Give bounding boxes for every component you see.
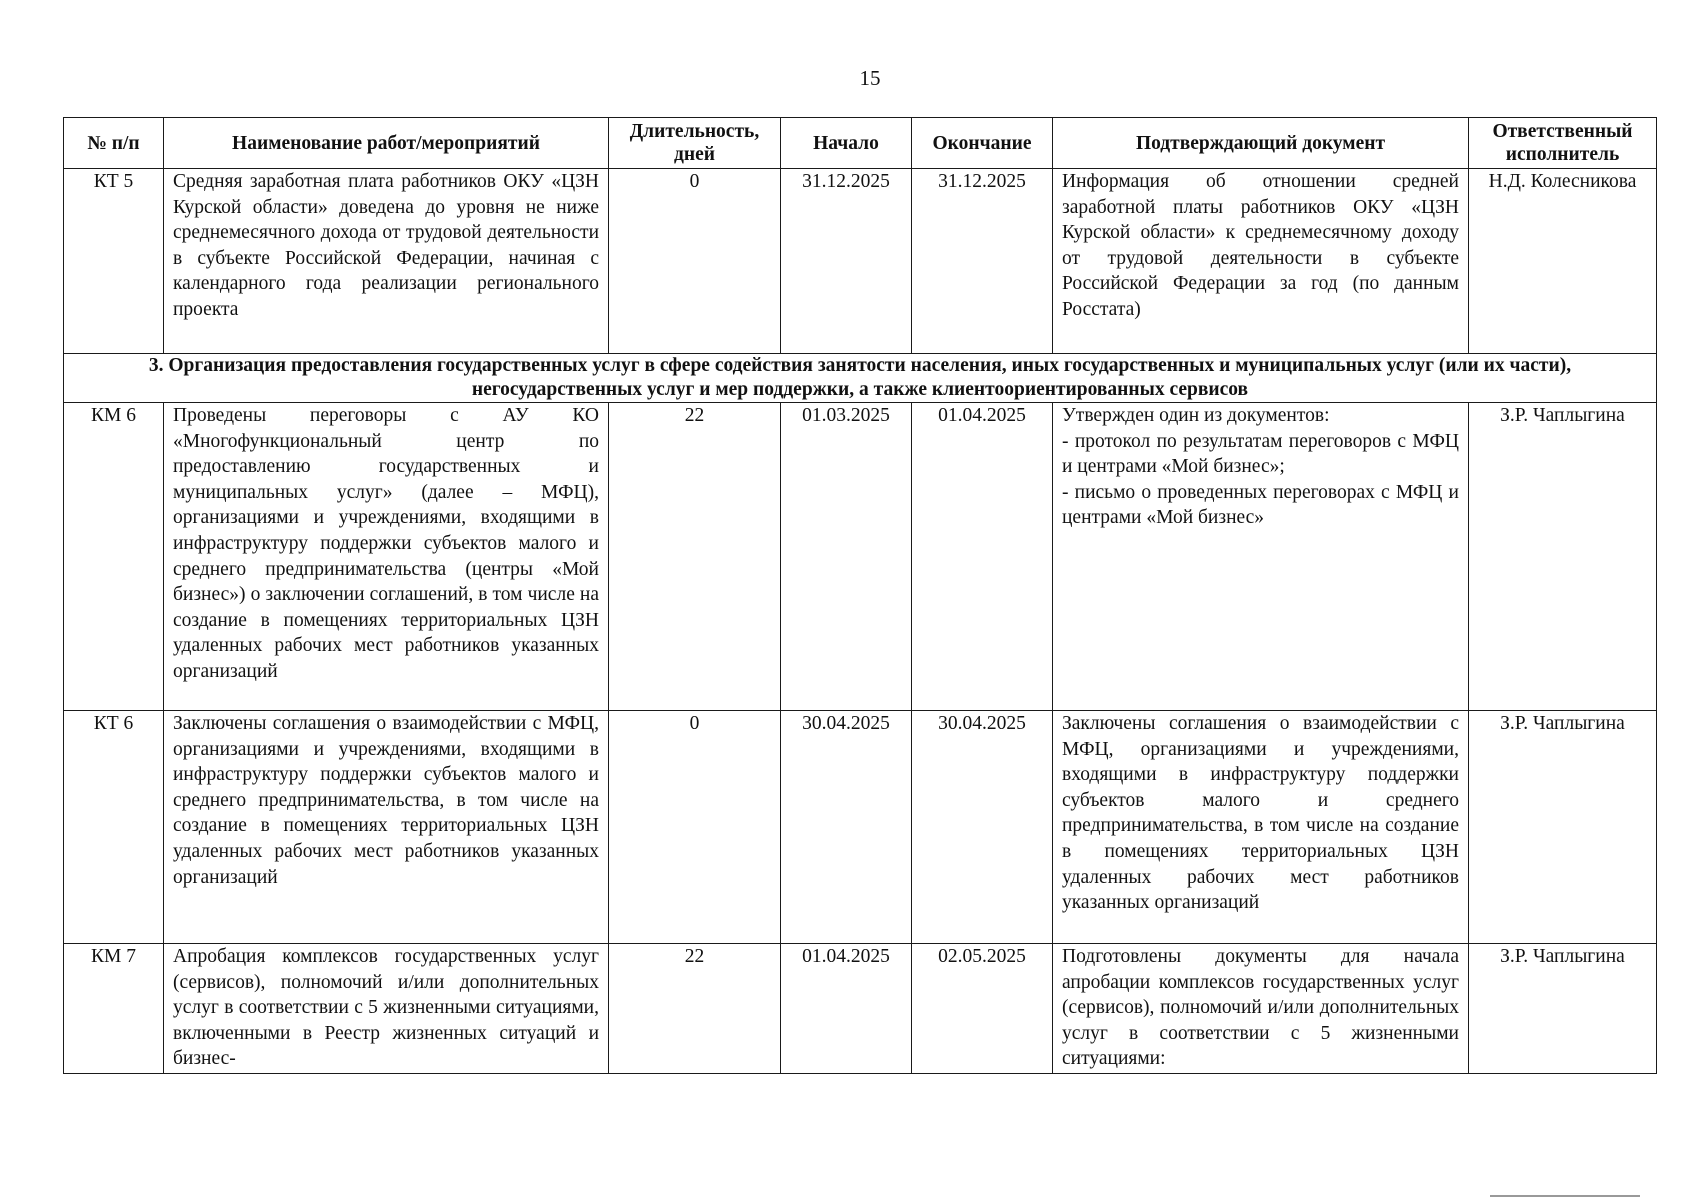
header-start: Начало xyxy=(781,118,912,169)
header-doc: Подтверждающий документ xyxy=(1053,118,1469,169)
header-num: № п/п xyxy=(64,118,164,169)
row-doc: Информация об отношении средней заработной платы работников ОКУ «ЦЗН Курской области» к среднемесячному доходу от трудовой деятельности в субъекте Российской Федерации за год (по данным Росстата) xyxy=(1053,169,1469,354)
row-num: КТ 5 xyxy=(64,169,164,354)
row-num: КМ 6 xyxy=(64,403,164,711)
row-resp: З.Р. Чаплыгина xyxy=(1469,403,1657,711)
row-start: 31.12.2025 xyxy=(781,169,912,354)
row-end: 31.12.2025 xyxy=(912,169,1053,354)
plan-table xyxy=(63,117,1657,1074)
row-num: КМ 7 xyxy=(64,944,164,1074)
row-start: 01.03.2025 xyxy=(781,403,912,711)
header-duration: Длительность, дней xyxy=(609,118,781,169)
table-row xyxy=(64,403,1657,711)
doc-line: - письмо о проведенных переговорах с МФЦ и центрами «Мой бизнес» xyxy=(1062,481,1459,529)
table-row xyxy=(64,169,1657,354)
row-start: 30.04.2025 xyxy=(781,711,912,944)
row-duration: 22 xyxy=(609,403,781,711)
header-resp: Ответственный исполнитель xyxy=(1469,118,1657,169)
row-resp: З.Р. Чаплыгина xyxy=(1469,711,1657,944)
section-row xyxy=(64,354,1657,403)
scan-edge-mark xyxy=(1490,1195,1640,1197)
row-doc xyxy=(1053,403,1469,711)
table-row xyxy=(64,711,1657,944)
row-num: КТ 6 xyxy=(64,711,164,944)
row-start: 01.04.2025 xyxy=(781,944,912,1074)
row-duration: 0 xyxy=(609,169,781,354)
doc-line: Утвержден один из документов: xyxy=(1062,405,1330,426)
doc-line: - протокол по результатам переговоров с МФЦ и центрами «Мой бизнес»; xyxy=(1062,430,1459,478)
row-name: Проведены переговоры с АУ КО «Многофункциональный центр по предоставлению государственных и муниципальных услуг» (далее – МФЦ), организациями и учреждениями, входящими в инфраструктуру поддержки субъектов малого и среднего предпринимательства (центры «Мой бизнес») о заключении соглашений, в том числе на создание в помещениях территориальных ЦЗН удаленных рабочих мест работников указанных организаций xyxy=(164,403,609,711)
row-doc: Заключены соглашения о взаимодействии с МФЦ, организациями и учреждениями, входящими в инфраструктуру поддержки субъектов малого и среднего предпринимательства, в том числе на создание в помещениях территориальных ЦЗН удаленных рабочих мест работников указанных организаций xyxy=(1053,711,1469,944)
header-name: Наименование работ/мероприятий xyxy=(164,118,609,169)
row-duration: 0 xyxy=(609,711,781,944)
row-duration: 22 xyxy=(609,944,781,1074)
table-header-row xyxy=(64,118,1657,169)
row-resp: Н.Д. Колесникова xyxy=(1469,169,1657,354)
row-name: Апробация комплексов государственных услуг (сервисов), полномочий и/или дополнительных услуг в соответствии с 5 жизненными ситуациями, включенными в Реестр жизненных ситуаций и бизнес- xyxy=(164,944,609,1074)
row-name: Средняя заработная плата работников ОКУ «ЦЗН Курской области» доведена до уровня не ниже среднемесячного дохода от трудовой деятельности в субъекте Российской Федерации, начиная с календарного года реализации регионального проекта xyxy=(164,169,609,354)
section-title: 3. Организация предоставления государственных услуг в сфере содействия занятости населения, иных государственных и муниципальных услуг (или их части), негосударственных услуг и мер поддержки, а также клиентоориентированных сервисов xyxy=(64,354,1657,403)
table-row xyxy=(64,944,1657,1074)
row-end: 02.05.2025 xyxy=(912,944,1053,1074)
row-doc: Подготовлены документы для начала апробации комплексов государственных услуг (сервисов), полномочий и/или дополнительных услуг в соответствии с 5 жизненными ситуациями: xyxy=(1053,944,1469,1074)
row-end: 30.04.2025 xyxy=(912,711,1053,944)
page-number: 15 xyxy=(859,66,881,90)
header-end: Окончание xyxy=(912,118,1053,169)
row-resp: З.Р. Чаплыгина xyxy=(1469,944,1657,1074)
row-name: Заключены соглашения о взаимодействии с МФЦ, организациями и учреждениями, входящими в инфраструктуру поддержки субъектов малого и среднего предпринимательства, в том числе на создание в помещениях территориальных ЦЗН удаленных рабочих мест работников указанных организаций xyxy=(164,711,609,944)
row-end: 01.04.2025 xyxy=(912,403,1053,711)
